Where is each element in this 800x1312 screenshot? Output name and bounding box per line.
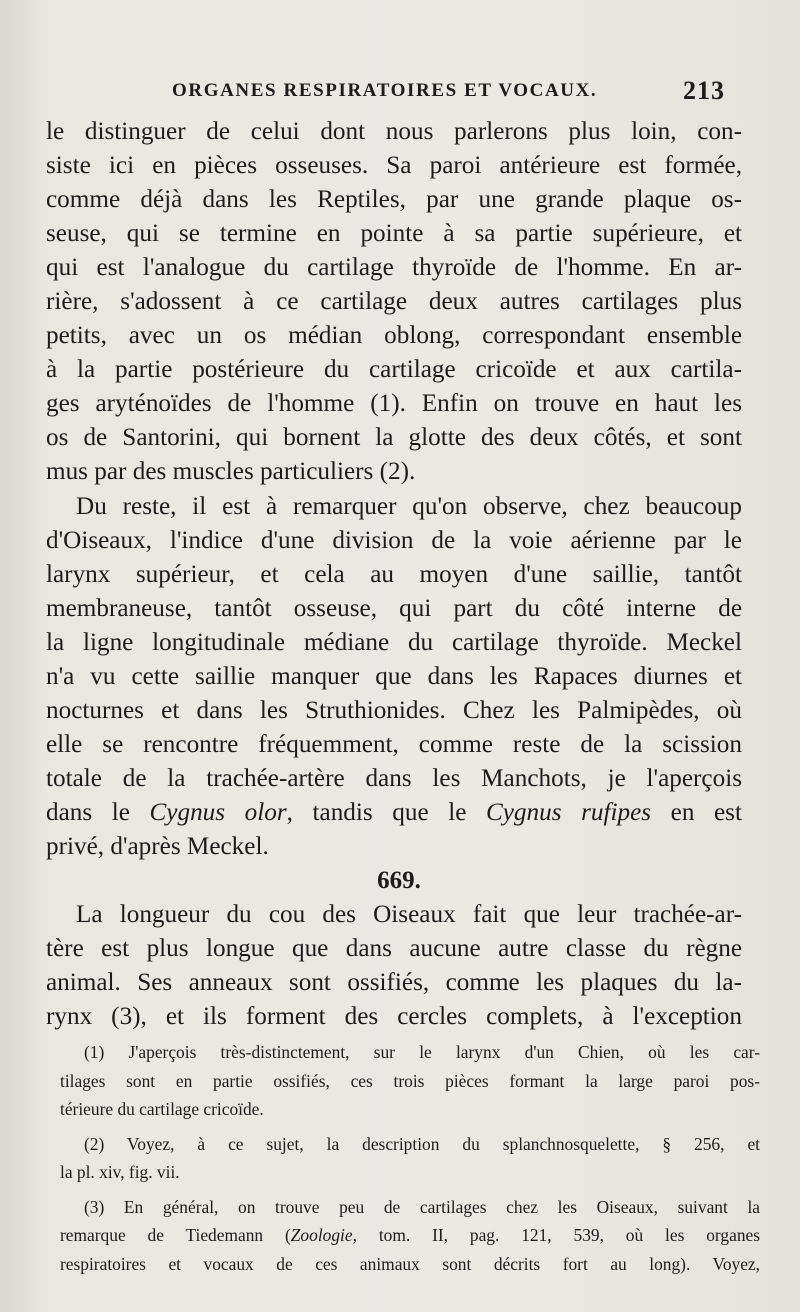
text-fragment: en est bbox=[651, 798, 742, 826]
page-number: 213 bbox=[683, 76, 725, 105]
text-line: qui est l'analogue du cartilage thyroïde de l'homme. En ar- bbox=[46, 254, 742, 282]
text-line: siste ici en pièces osseuses. Sa paroi antérieure est formée, bbox=[46, 152, 742, 180]
text-line: mus par des muscles particuliers (2). bbox=[46, 458, 416, 486]
text-line: la ligne longitudinale médiane du cartilage thyroïde. Meckel bbox=[46, 628, 742, 656]
footnote-line: térieure du cartilage cricoïde. bbox=[60, 1099, 264, 1119]
footnote-line: (2) Voyez, à ce sujet, la description du splanchnosquelette, § 256, et bbox=[84, 1133, 760, 1154]
text-line: elle se rencontre fréquemment, comme reste de la scission bbox=[46, 730, 742, 758]
text-line: Du reste, il est à remarquer qu'on observe, chez beaucoup bbox=[76, 492, 742, 520]
text-line bbox=[46, 796, 742, 830]
species-name: Cygnus rufipes bbox=[485, 798, 652, 826]
footnote-line: respiratoires et vocaux de ces animaux sont décrits fort au long). Voyez, bbox=[60, 1253, 760, 1274]
text-line: ges aryténoïdes de l'homme (1). Enfin on trouve en haut les bbox=[46, 390, 742, 418]
text-line: totale de la trachée-artère dans les Manchots, je l'aperçois bbox=[46, 764, 742, 792]
text-line: rynx (3), et ils forment des cercles complets, à l'exception bbox=[46, 1003, 742, 1031]
text-line: privé, d'après Meckel. bbox=[46, 832, 269, 860]
footnote-line: la pl. xiv, fig. vii. bbox=[60, 1162, 180, 1182]
running-title: ORGANES RESPIRATOIRES ET VOCAUX. bbox=[172, 80, 598, 101]
text-line: La longueur du cou des Oiseaux fait que leur trachée-ar- bbox=[76, 901, 742, 929]
footnote-line bbox=[60, 1221, 760, 1250]
species-name: Cygnus olor bbox=[149, 798, 287, 826]
text-line: seuse, qui se termine en pointe à sa partie supérieure, et bbox=[46, 220, 742, 248]
running-head bbox=[0, 76, 800, 110]
text-fragment: dans le bbox=[46, 798, 150, 826]
section-number: 669. bbox=[377, 867, 421, 895]
footnote-line: (3) En général, on trouve peu de cartilages chez les Oiseaux, suivant la bbox=[84, 1196, 760, 1217]
text-line: larynx supérieur, et cela au moyen d'une saillie, tantôt bbox=[46, 560, 742, 588]
text-fragment: remarque de Tiedemann ( bbox=[60, 1225, 291, 1245]
text-line: nocturnes et dans les Struthionides. Chez les Palmipèdes, où bbox=[46, 696, 742, 724]
text-line: os de Santorini, qui bornent la glotte des deux côtés, et sont bbox=[46, 424, 742, 452]
footnotes bbox=[60, 1038, 760, 1278]
text-line: membraneuse, tantôt osseuse, qui part du côté interne de bbox=[46, 594, 742, 622]
footnote-line: (1) J'aperçois très-distinctement, sur le larynx d'un Chien, où les car- bbox=[84, 1042, 760, 1062]
text-line: n'a vu cette saillie manquer que dans les Rapaces diurnes et bbox=[46, 662, 742, 690]
text-line: animal. Ses anneaux sont ossifiés, comme les plaques du la- bbox=[46, 969, 742, 997]
body-text bbox=[46, 115, 742, 1034]
book-title: Zoologie bbox=[290, 1225, 353, 1245]
text-fragment: , tandis que le bbox=[286, 798, 486, 826]
text-line: tère est plus longue que dans aucune autre classe du règne bbox=[46, 935, 742, 963]
text-line: le distinguer de celui dont nous parlerons plus loin, con- bbox=[46, 118, 742, 145]
text-line: d'Oiseaux, l'indice d'une division de la voie aérienne par le bbox=[46, 526, 742, 554]
text-line: petits, avec un os médian oblong, correspondant ensemble bbox=[46, 322, 742, 350]
text-line: à la partie postérieure du cartilage cricoïde et aux cartila- bbox=[46, 356, 742, 384]
footnote-line: tilages sont en partie ossifiés, ces trois pièces formant la large paroi pos- bbox=[60, 1070, 760, 1091]
text-fragment: , tom. II, pag. 121, 539, où les organes bbox=[352, 1225, 761, 1245]
text-line: comme déjà dans les Reptiles, par une grande plaque os- bbox=[46, 186, 742, 214]
text-line: rière, s'adossent à ce cartilage deux autres cartilages plus bbox=[46, 288, 742, 316]
